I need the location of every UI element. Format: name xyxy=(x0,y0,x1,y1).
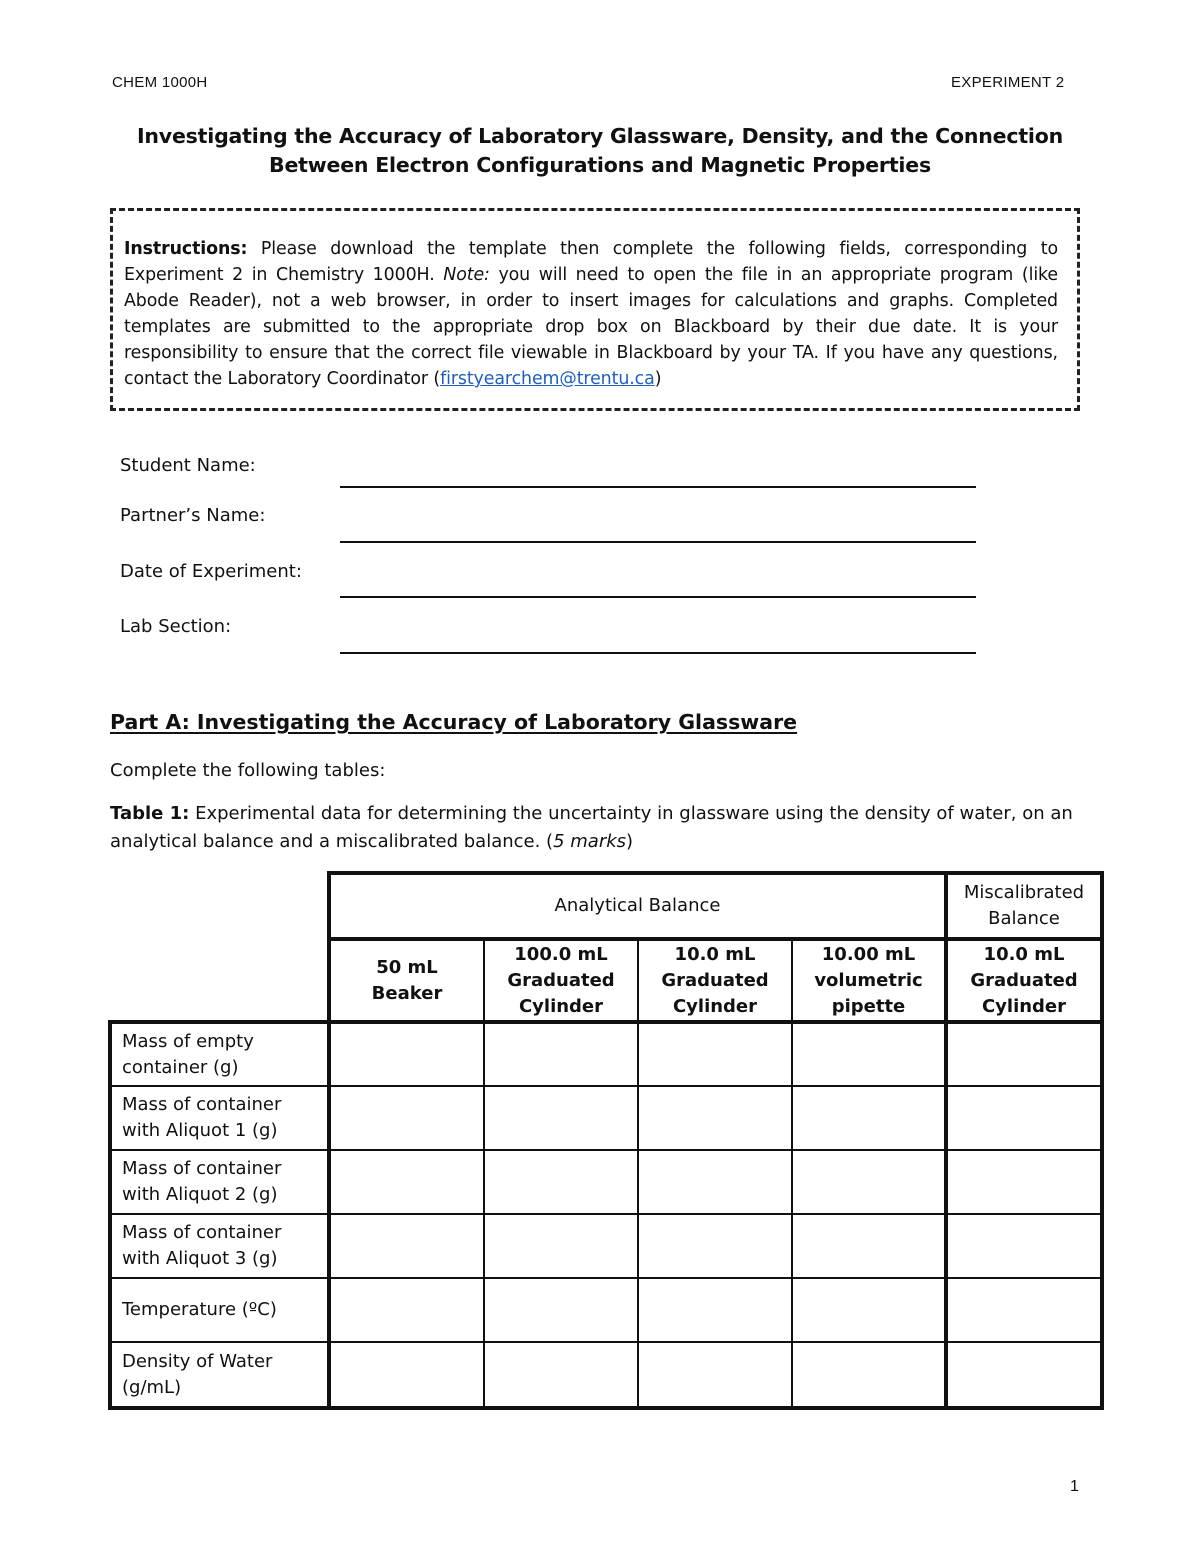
data-cell[interactable] xyxy=(638,1150,792,1214)
column-header xyxy=(638,939,792,1022)
data-cell[interactable] xyxy=(484,1214,638,1278)
row-header xyxy=(110,1342,329,1408)
row-header-line: with Aliquot 1 (g) xyxy=(122,1120,278,1141)
column-header-line: 10.0 mL xyxy=(983,943,1065,965)
data-cell[interactable] xyxy=(946,1214,1102,1278)
date-label: Date of Experiment: xyxy=(120,561,302,582)
data-cell[interactable] xyxy=(946,1278,1102,1342)
column-header-line: 100.0 mL xyxy=(514,943,608,965)
table1-label: Table 1: xyxy=(110,803,190,824)
column-header-line: volumetric xyxy=(814,969,923,991)
instructions-text-b: you will need to open the file in an appropriate program (like Abode Reader), not a web browser, in order to insert images for calculations and graphs. Completed templates are submitted to the appropriate drop box on Blackboard by their due date. It is your responsibility to ensure that the correct file viewable in Blackboard by your TA. If you have any questions, contact the Laboratory Coordinator ( xyxy=(124,265,1059,389)
table-corner-empty-2 xyxy=(110,939,329,1022)
data-cell[interactable] xyxy=(329,1086,484,1150)
data-cell[interactable] xyxy=(484,1150,638,1214)
page-number: 1 xyxy=(1070,1478,1079,1495)
column-header xyxy=(329,939,484,1022)
row-header-line: (g/mL) xyxy=(122,1376,182,1398)
column-header-line: Cylinder xyxy=(981,995,1067,1017)
data-cell[interactable] xyxy=(638,1342,792,1408)
lab-section-field[interactable] xyxy=(340,652,976,654)
data-cell[interactable] xyxy=(792,1278,946,1342)
row-header xyxy=(110,1278,329,1342)
table1-caption xyxy=(110,800,1095,856)
column-header-line: 10.00 mL xyxy=(821,943,916,965)
column-header xyxy=(946,939,1102,1022)
data-cell[interactable] xyxy=(946,1150,1102,1214)
data-cell[interactable] xyxy=(792,1086,946,1150)
group-header-miscalibrated: Miscalibrated Balance xyxy=(946,873,1102,939)
student-name-label: Student Name: xyxy=(120,455,256,476)
data-cell[interactable] xyxy=(792,1150,946,1214)
data-cell[interactable] xyxy=(329,1342,484,1408)
instructions-note-label: Note: xyxy=(443,265,490,285)
column-header xyxy=(484,939,638,1022)
data-cell[interactable] xyxy=(484,1086,638,1150)
row-header-line: Mass of container xyxy=(122,1094,282,1115)
table1-caption-end: ) xyxy=(626,831,634,852)
column-header-line: Beaker xyxy=(371,982,443,1004)
row-header-line: Temperature (ºC) xyxy=(122,1299,277,1320)
data-cell[interactable] xyxy=(484,1022,638,1086)
row-header-line: Mass of container xyxy=(122,1158,282,1179)
title-line-2: Between Electron Configurations and Magnetic Properties xyxy=(269,153,931,177)
experiment-label: EXPERIMENT 2 xyxy=(951,74,1065,91)
coordinator-email-link[interactable]: firstyearchem@trentu.ca xyxy=(440,369,655,389)
row-header-line: with Aliquot 3 (g) xyxy=(122,1248,278,1269)
data-cell[interactable] xyxy=(946,1086,1102,1150)
part-a-intro: Complete the following tables: xyxy=(110,760,386,781)
column-header-line: Graduated xyxy=(661,969,769,991)
course-code: CHEM 1000H xyxy=(112,74,208,91)
data-cell[interactable] xyxy=(484,1342,638,1408)
column-header-line: 50 mL xyxy=(376,956,438,978)
partner-name-field[interactable] xyxy=(340,541,976,543)
data-cell[interactable] xyxy=(792,1342,946,1408)
instructions-text-c: ) xyxy=(654,369,662,389)
row-header xyxy=(110,1022,329,1086)
data-cell[interactable] xyxy=(484,1278,638,1342)
row-header xyxy=(110,1150,329,1214)
column-header-line: Graduated xyxy=(970,969,1078,991)
row-header-line: container (g) xyxy=(122,1056,239,1078)
partner-name-label: Partner’s Name: xyxy=(120,505,266,526)
column-header-line: 10.0 mL xyxy=(674,943,756,965)
row-header-line: Mass of container xyxy=(122,1222,282,1243)
table1-marks: 5 marks xyxy=(553,831,627,852)
column-header-line: Cylinder xyxy=(672,995,758,1017)
data-cell[interactable] xyxy=(329,1214,484,1278)
title-line-1: Investigating the Accuracy of Laboratory Glassware, Density, and the Connection xyxy=(136,124,1064,148)
column-header xyxy=(792,939,946,1022)
data-cell[interactable] xyxy=(329,1278,484,1342)
column-header-line: pipette xyxy=(831,995,906,1017)
instructions-text-a: Please download the template then complete the following fields, corresponding to Experiment 2 in Chemistry 1000H. xyxy=(124,239,1058,285)
row-header-line: with Aliquot 2 (g) xyxy=(122,1184,278,1205)
row-header xyxy=(110,1214,329,1278)
row-header-line: Density of Water xyxy=(122,1350,273,1372)
table-corner-empty xyxy=(110,873,329,939)
data-cell[interactable] xyxy=(946,1342,1102,1408)
lab-section-label: Lab Section: xyxy=(120,616,232,637)
column-header-line: Cylinder xyxy=(518,995,604,1017)
table1-caption-text: Experimental data for determining the uncertainty in glassware using the density of water, on an analytical balance and a miscalibrated balance. ( xyxy=(110,803,1073,852)
data-cell[interactable] xyxy=(329,1022,484,1086)
data-cell[interactable] xyxy=(946,1022,1102,1086)
instructions-label: Instructions: xyxy=(124,239,248,259)
row-header-line: Mass of empty xyxy=(122,1030,254,1052)
page-title xyxy=(100,122,1100,180)
group-header-analytical: Analytical Balance xyxy=(329,873,946,939)
data-cell[interactable] xyxy=(329,1150,484,1214)
data-cell[interactable] xyxy=(638,1278,792,1342)
data-cell[interactable] xyxy=(792,1214,946,1278)
data-cell[interactable] xyxy=(638,1086,792,1150)
date-field[interactable] xyxy=(340,596,976,598)
row-header xyxy=(110,1086,329,1150)
student-name-field[interactable] xyxy=(340,486,976,488)
table-1 xyxy=(108,871,1104,1410)
column-header-line: Graduated xyxy=(507,969,615,991)
data-cell[interactable] xyxy=(792,1022,946,1086)
data-cell[interactable] xyxy=(638,1022,792,1086)
instructions-text xyxy=(124,236,1058,392)
part-a-title: Part A: Investigating the Accuracy of Laboratory Glassware xyxy=(110,710,798,734)
data-cell[interactable] xyxy=(638,1214,792,1278)
